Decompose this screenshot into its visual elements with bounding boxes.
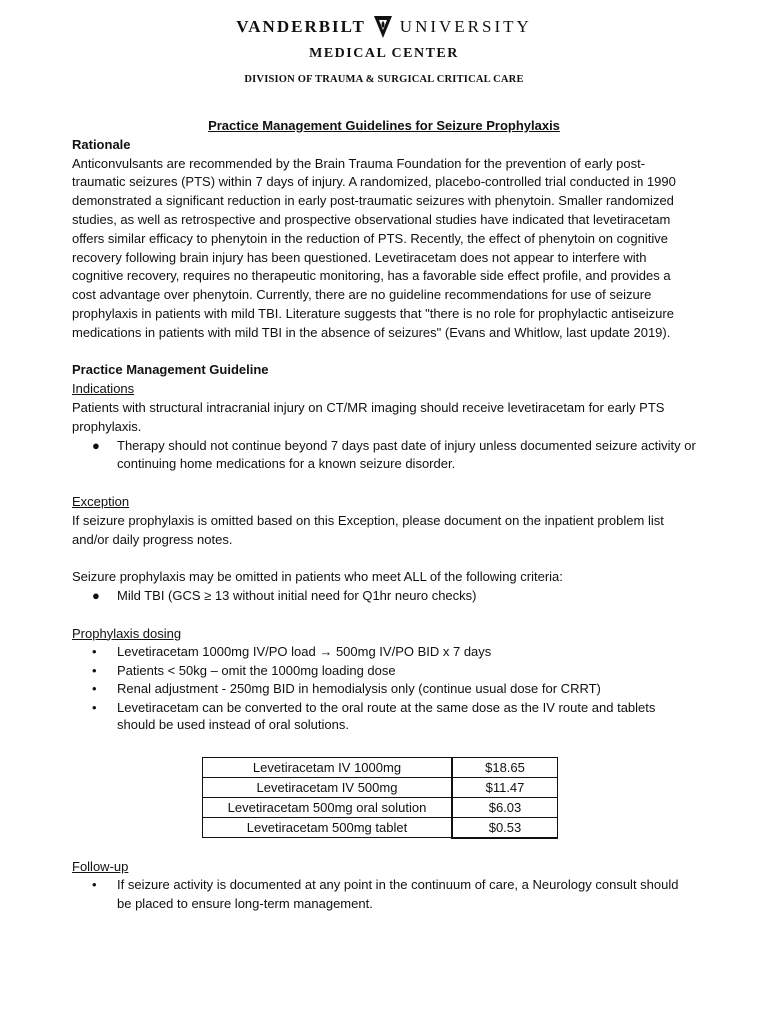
university-name-right: UNIVERSITY — [399, 17, 532, 36]
list-item: • Renal adjustment - 250mg BID in hemodialysis only (continue usual dose for CRRT) — [92, 681, 601, 697]
indications-heading: Indications — [72, 381, 135, 397]
list-item: ● Therapy should not continue beyond 7 days past date of injury unless documented seizure activity or continuing home medications for a known seizure disorder. — [92, 437, 696, 472]
exception-heading: Exception — [72, 493, 130, 509]
rationale-paragraph: Anticonvulsants are recommended by the Brain Trauma Foundation for the prevention of early post-traumatic seizures (PTS) within 7 days of injury. A randomized, placebo-controlled trial conducted in 1990 demonstrated a significant reduction in early post-traumatic seizures with phenytoin. Smaller randomized studies, as well as retrospective and prospective observational studies have indicated that levetiracetam offers similar efficacy to phenytoin in the reduction of PTS. Recently, the effect of phenytoin on cognitive recovery following brain injury has been questioned. Levetiracetam does not appear to interfere with cognitive recovery, requires no therapeutic monitoring, has a favorable side effect profile, and provides a cost advantage over phenytoin. Currently, there are no guideline recommendations for use of seizure prophylaxis in patients with mild TBI. Literature suggests that "there is no role for prophylactic antiseizure medications in patients with mild TBI in the absence of seizures" (Evans and Whitlow, last update 2019). — [72, 155, 676, 340]
followup-list — [72, 876, 696, 914]
guideline-heading: Practice Management Guideline — [72, 362, 269, 378]
vanderbilt-v-oak-leaf-logo — [372, 14, 394, 40]
price-cell: $0.53 — [452, 817, 558, 838]
rationale-heading: Rationale — [72, 136, 131, 152]
drug-name-cell: Levetiracetam 500mg oral solution — [203, 797, 453, 817]
drug-name-cell: Levetiracetam IV 1000mg — [203, 757, 453, 777]
medical-center-label: MEDICAL CENTER — [309, 46, 459, 61]
criteria-list — [72, 587, 696, 606]
drug-name-cell: Levetiracetam 500mg tablet — [203, 817, 453, 838]
drug-name-cell: Levetiracetam IV 500mg — [203, 777, 453, 797]
price-cell: $11.47 — [452, 777, 558, 797]
dosing-heading: Prophylaxis dosing — [72, 625, 182, 641]
table-row — [203, 757, 558, 777]
price-cell: $6.03 — [452, 797, 558, 817]
criteria-intro: Seizure prophylaxis may be omitted in patients who meet ALL of the following criteria: — [72, 569, 563, 585]
exception-paragraph: If seizure prophylaxis is omitted based on this Exception, please document on the inpatient problem list and/or daily progress notes. — [72, 512, 664, 547]
list-item: • Levetiracetam can be converted to the oral route at the same dose as the IV route and tablets should be used instead of oral solutions. — [92, 699, 656, 732]
cost-table — [202, 757, 558, 839]
division-label: DIVISION OF TRAUMA & SURGICAL CRITICAL CARE — [244, 74, 524, 85]
indications-list — [72, 437, 696, 475]
list-item: • Levetiracetam 1000mg IV/PO load → 500mg IV/PO BID x 7 days — [92, 644, 492, 660]
list-item: ● Mild TBI (GCS ≥ 13 without initial need for Q1hr neuro checks) — [92, 587, 477, 603]
list-item: • If seizure activity is documented at any point in the continuum of care, a Neurology consult should be placed to ensure long-term management. — [92, 877, 679, 912]
indications-paragraph: Patients with structural intracranial injury on CT/MR imaging should receive levetiracetam for early PTS prophylaxis. — [72, 399, 665, 434]
table-row — [203, 777, 558, 797]
dosing-list — [72, 643, 696, 733]
document-title: Practice Management Guidelines for Seizure Prophylaxis — [208, 118, 560, 133]
list-item: • Patients < 50kg – omit the 1000mg loading dose — [92, 662, 396, 678]
table-row — [203, 817, 558, 838]
document-body — [72, 117, 696, 914]
university-name-left: VANDERBILT — [236, 17, 366, 36]
letterhead — [0, 12, 768, 85]
followup-heading: Follow-up — [72, 858, 129, 874]
table-row — [203, 797, 558, 817]
price-cell: $18.65 — [452, 757, 558, 777]
